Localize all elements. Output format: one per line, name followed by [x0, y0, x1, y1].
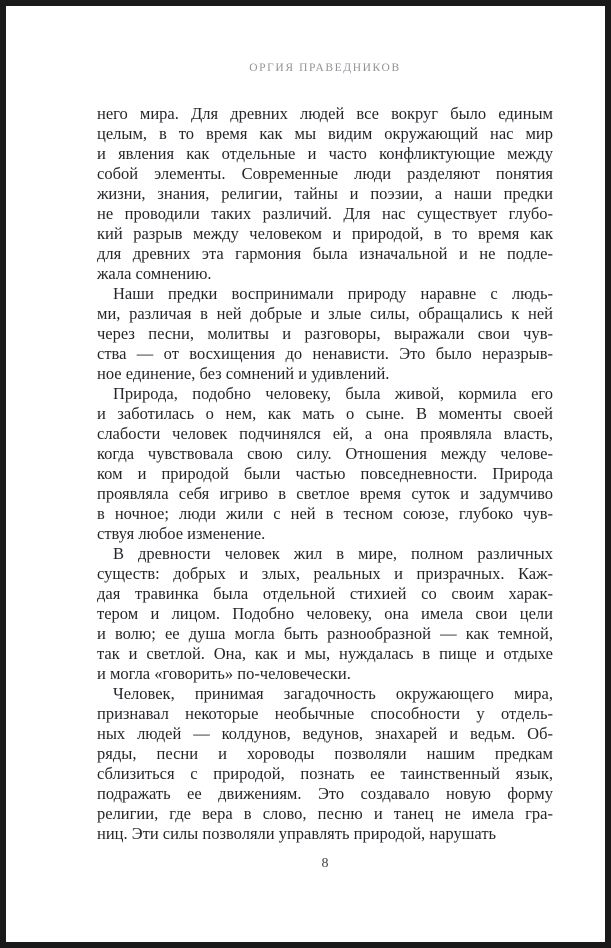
text-line: собой элементы. Современные люди разделяют понятия	[97, 164, 553, 183]
text-line: религии, где вера в слово, песню и танец не имела гра-	[97, 804, 553, 823]
text-line: для древних эта гармония была изначальной и не подле-	[97, 244, 553, 263]
paragraph	[97, 284, 553, 384]
paragraph	[97, 684, 553, 844]
paragraph	[97, 544, 553, 684]
text-line: и заботилась о нем, как мать о сыне. В моменты своей	[97, 404, 553, 423]
text-line: слабости человек подчинялся ей, а она проявляла власть,	[97, 424, 553, 443]
text-line: и волю; ее душа могла быть разнообразной — как темной,	[97, 624, 553, 643]
text-line: подражать ее движениям. Это создавало новую форму	[97, 784, 553, 803]
paragraph	[97, 104, 553, 284]
text-line: ниц. Эти силы позволяли управлять природой, нарушать	[97, 824, 497, 843]
text-line: жизни, знания, религии, тайны и поэзии, а наши предки	[97, 184, 553, 203]
text-line: не проводили таких различий. Для нас существует глубо-	[97, 204, 553, 223]
text-line: через песни, молитвы и разговоры, выражали свои чув-	[97, 324, 553, 343]
text-line: и явления как отдельные и часто конфликтующие между	[97, 144, 553, 163]
text-line: Человек, принимая загадочность окружающего мира,	[113, 684, 553, 703]
text-line: дая травинка была отдельной стихией со своим харак-	[97, 584, 553, 603]
text-line: тером и лицом. Подобно человеку, она имела свои цели	[97, 604, 553, 623]
text-line: ком и природой были частью повседневности. Природа	[97, 464, 553, 483]
text-line: признавал некоторые необычные способности у отдель-	[97, 704, 553, 723]
text-line: когда чувствовала свою силу. Отношения между челове-	[97, 444, 553, 463]
text-line: ми, различая в ней добрые и злые силы, обращались к ней	[97, 304, 553, 323]
paragraph	[97, 384, 553, 544]
text-line: так и светлой. Она, как и мы, нуждалась в пище и отдыхе	[97, 644, 553, 663]
text-line: ных людей — колдунов, ведунов, знахарей и ведьм. Об-	[97, 724, 553, 743]
text-line: В древности человек жил в мире, полном различных	[113, 544, 553, 563]
text-line: ства — от восхищения до ненависти. Это было неразрыв-	[97, 344, 553, 363]
text-line: него мира. Для древних людей все вокруг было единым	[97, 104, 553, 123]
text-line: целым, в то время как мы видим окружающий нас мир	[97, 124, 553, 143]
text-line: проявляла себя игриво в светлое время суток и задумчиво	[97, 484, 553, 503]
text-line: существ: добрых и злых, реальных и призрачных. Каж-	[97, 564, 553, 583]
text-line: Наши предки воспринимали природу наравне с людь-	[113, 284, 553, 303]
book-page	[6, 6, 605, 942]
body-text-block	[97, 104, 553, 844]
page-number: 8	[321, 856, 329, 871]
running-header: ОРГИЯ ПРАВЕДНИКОВ	[249, 62, 401, 74]
text-line: и могла «говорить» по-человечески.	[97, 664, 351, 683]
text-line: кий разрыв между человеком и природой, в то время как	[97, 224, 553, 243]
text-line: ное единение, без сомнений и удивлений.	[97, 364, 390, 383]
text-line: сблизиться с природой, познать ее таинственный язык,	[97, 764, 553, 783]
text-line: в ночное; люди жили с ней в тесном союзе, глубоко чув-	[97, 504, 553, 523]
text-line: Природа, подобно человеку, была живой, кормила его	[113, 384, 553, 403]
text-line: ряды, песни и хороводы позволяли нашим предкам	[97, 744, 553, 763]
text-line: ствуя любое изменение.	[97, 524, 266, 543]
text-line: жала сомнению.	[97, 264, 212, 283]
